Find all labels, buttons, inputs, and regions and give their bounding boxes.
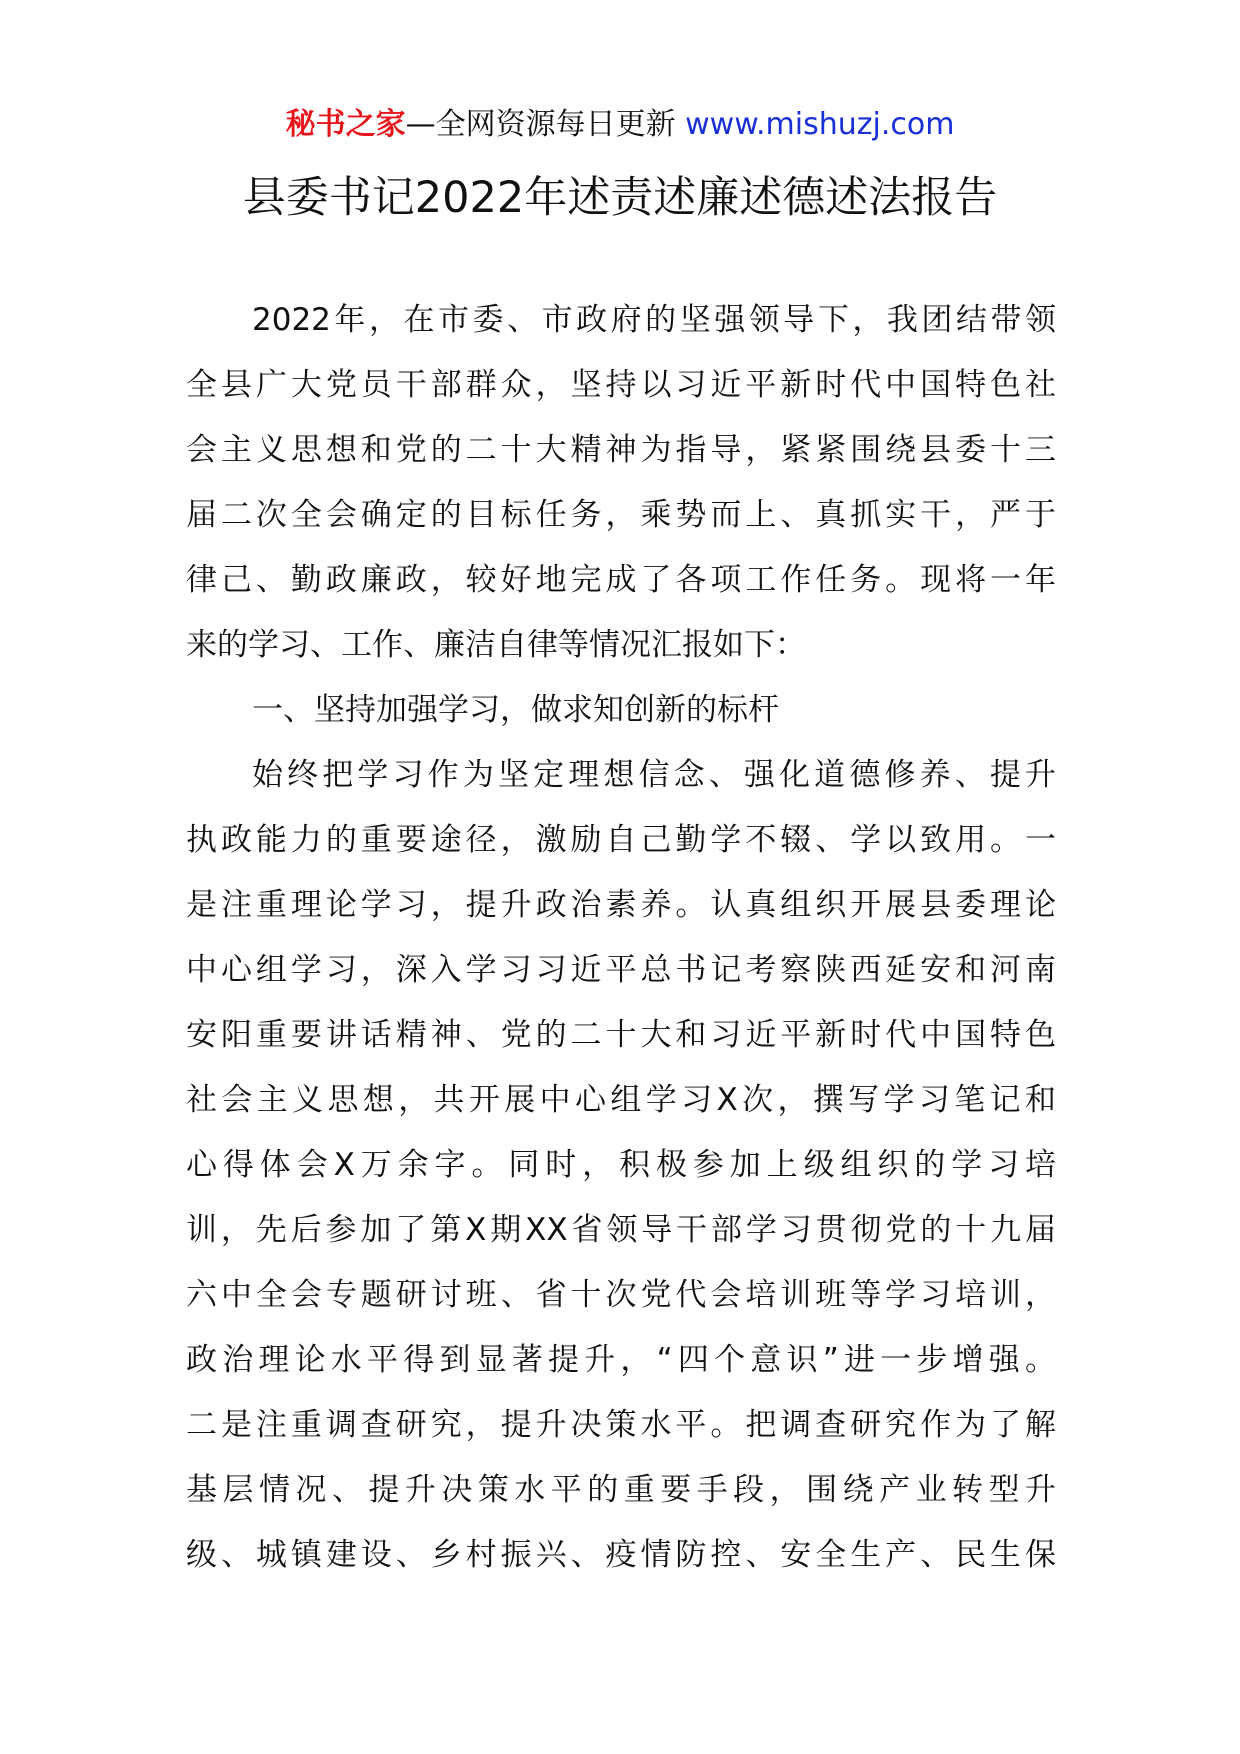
body-line: 来的学习、工作、廉洁自律等情况汇报如下：: [186, 627, 806, 663]
document-body: [186, 288, 1056, 1588]
body-line: 训，先后参加了第X期XX省领导干部学习贯彻党的十九届: [186, 1212, 1056, 1248]
body-line: 政治理论水平得到显著提升，“四个意识”进一步增强。: [186, 1342, 1056, 1378]
site-brand: 秘书之家: [285, 107, 406, 142]
body-line: 始终把学习作为坚定理想信念、强化道德修养、提升: [252, 757, 1056, 793]
body-line: 心得体会X万余字。同时，积极参加上级组织的学习培: [186, 1147, 1056, 1183]
body-line: 执政能力的重要途径，激励自己勤学不辍、学以致用。一: [186, 822, 1056, 858]
body-line: 六中全会专题研讨班、省十次党代会培训班等学习培训，: [186, 1277, 1056, 1313]
body-line: 社会主义思想，共开展中心组学习X次，撰写学习笔记和: [186, 1082, 1056, 1118]
document-title: 县委书记2022年述责述廉述德述法报告: [242, 173, 998, 223]
body-line: 届二次全会确定的目标任务，乘势而上、真抓实干，严于: [186, 497, 1056, 533]
body-line: 是注重理论学习，提升政治素养。认真组织开展县委理论: [186, 887, 1056, 923]
body-line: 安阳重要讲话精神、党的二十大和习近平新时代中国特色: [186, 1017, 1056, 1053]
body-line: 全县广大党员干部群众，坚持以习近平新时代中国特色社: [186, 367, 1056, 403]
body-line: 2022年，在市委、市政府的坚强领导下，我团结带领: [252, 302, 1056, 338]
site-header: [0, 100, 1240, 150]
body-line: 二是注重调查研究，提升决策水平。把调查研究作为了解: [186, 1407, 1056, 1443]
section-heading: 一、坚持加强学习，做求知创新的标杆: [252, 692, 779, 728]
body-line: 基层情况、提升决策水平的重要手段，围绕产业转型升: [186, 1472, 1056, 1508]
body-line: 级、城镇建设、乡村振兴、疫情防控、安全生产、民生保: [186, 1537, 1056, 1573]
body-line: 会主义思想和党的二十大精神为指导，紧紧围绕县委十三: [186, 432, 1056, 468]
body-line: 中心组学习，深入学习习近平总书记考察陕西延安和河南: [186, 952, 1056, 988]
body-line: 律己、勤政廉政，较好地完成了各项工作任务。现将一年: [186, 562, 1056, 598]
site-tagline: —全网资源每日更新: [405, 107, 676, 142]
site-url-link[interactable]: www.mishuzj.com: [685, 107, 955, 142]
